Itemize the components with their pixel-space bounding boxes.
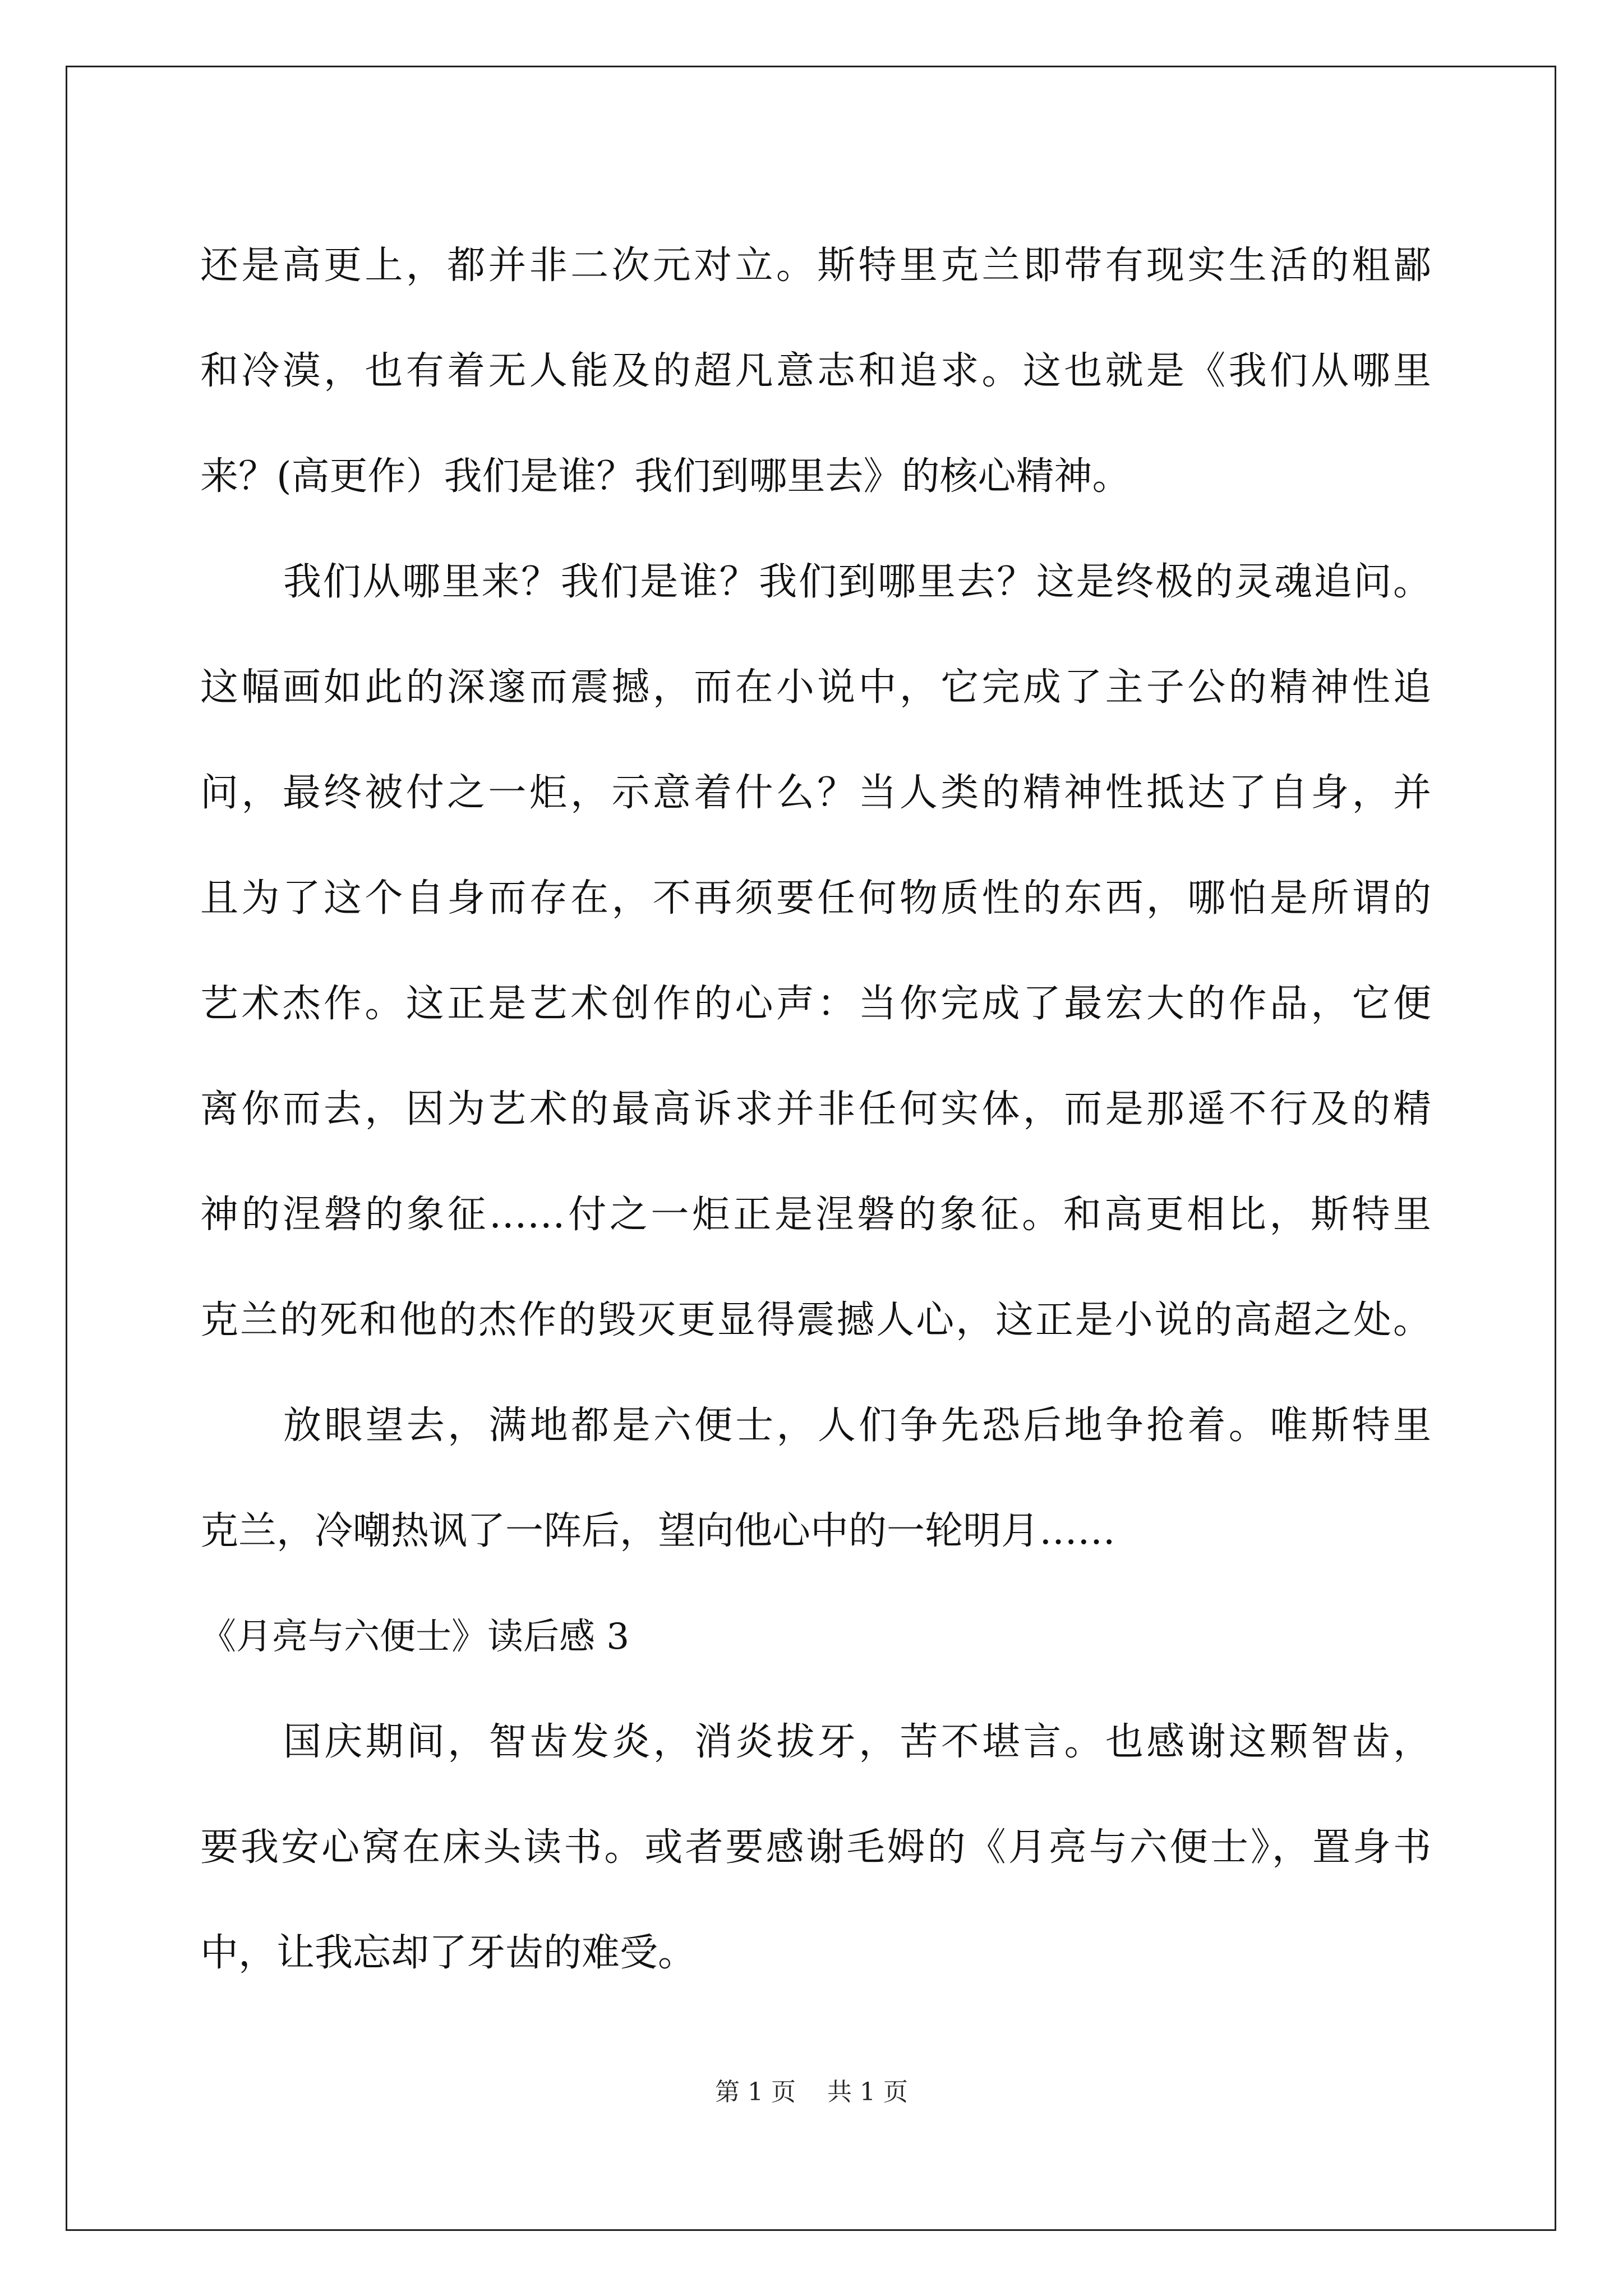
paragraph-first-line: 我们从哪里来？我们是谁？我们到哪里去？这是终极的灵魂追问。 <box>283 560 1431 604</box>
text-line: 克兰，冷嘲热讽了一阵后，望向他心中的一轮明月…… <box>200 1509 1116 1553</box>
text-line: 离你而去，因为艺术的最高诉求并非任何实体，而是那遥不行及的精 <box>200 1087 1431 1131</box>
page-footer <box>0 2076 1623 2109</box>
section-heading: 《月亮与六便士》读后感 3 <box>200 1616 630 1658</box>
page-total: 共 1 页 <box>827 2078 908 2106</box>
text-line: 来？(高更作）我们是谁？我们到哪里去》的核心精神。 <box>200 454 1131 499</box>
paragraph-first-line: 放眼望去，满地都是六便士，人们争先恐后地争抢着。唯斯特里 <box>283 1404 1431 1448</box>
text-line: 克兰的死和他的杰作的毁灭更显得震撼人心，这正是小说的高超之处。 <box>200 1298 1431 1342</box>
page-number: 第 1 页 <box>715 2078 796 2106</box>
text-line: 中，让我忘却了牙齿的难受。 <box>200 1931 697 1975</box>
document-body <box>200 213 1431 2006</box>
text-line: 问，最终被付之一炬，示意着什么？当人类的精神性抵达了自身，并 <box>200 771 1431 815</box>
text-line: 且为了这个自身而存在，不再须要任何物质性的东西，哪怕是所谓的 <box>200 876 1431 921</box>
text-line: 这幅画如此的深邃而震撼，而在小说中，它完成了主子公的精神性追 <box>200 665 1431 710</box>
text-line: 艺术杰作。这正是艺术创作的心声：当你完成了最宏大的作品，它便 <box>200 982 1431 1026</box>
paragraph-first-line: 国庆期间，智齿发炎，消炎拔牙，苦不堪言。也感谢这颗智齿， <box>283 1720 1431 1764</box>
text-line: 和冷漠，也有着无人能及的超凡意志和追求。这也就是《我们从哪里 <box>200 349 1431 393</box>
text-line: 要我安心窝在床头读书。或者要感谢毛姆的《月亮与六便士》，置身书 <box>200 1825 1431 1870</box>
text-line: 神的涅磐的象征……付之一炬正是涅磐的象征。和高更相比，斯特里 <box>200 1193 1431 1237</box>
text-line: 还是高更上，都并非二次元对立。斯特里克兰即带有现实生活的粗鄙 <box>200 243 1431 288</box>
